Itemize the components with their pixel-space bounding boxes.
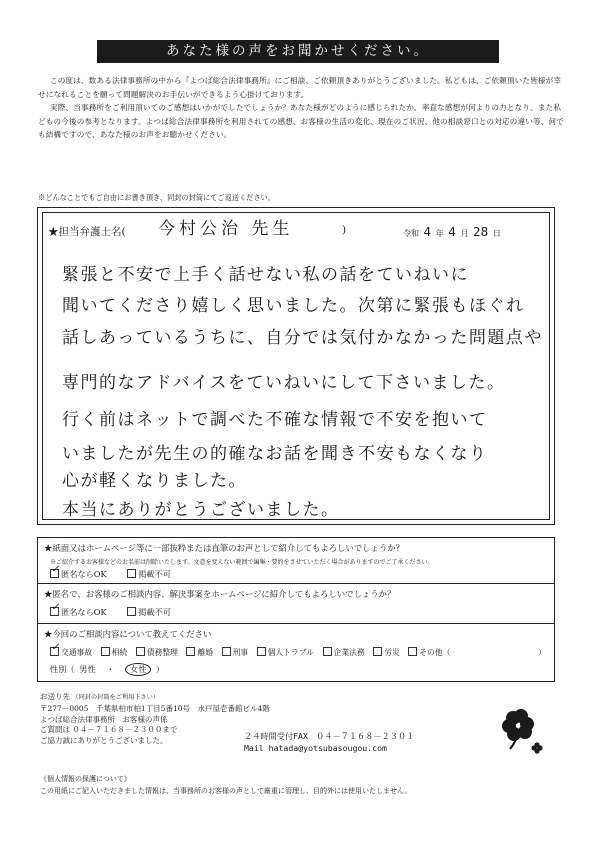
letter-line: 本当にありがとうございました。 bbox=[62, 500, 340, 520]
privacy-notice bbox=[40, 773, 411, 797]
option-personal-trouble[interactable]: 個人トラブル bbox=[257, 648, 314, 657]
option-not-allowed[interactable]: 掲載不可 bbox=[127, 569, 171, 579]
letter-line: 聞いてくださり嬉しく思いました。次第に緊張もほぐれ bbox=[62, 296, 525, 316]
option-other-close: ） bbox=[538, 648, 546, 657]
instruction-note: ※どんなことでもご自由にお書き頂き、同封の封筒にてご返送ください。 bbox=[38, 193, 275, 202]
gender-close: ） bbox=[156, 664, 165, 674]
intro-paragraph-2: 実際、当事務所をご利用頂いてのご感想はいかがでしたでしょうか？あなた様がどのように感じられたか、率直な感想が何よりの力となり、また私どもの今後の参考となります。よつば総合法律事務所を利用されての感想、お客様の生活の変化、現在のご状況、他の相談窓口との対応の違い等、何でも結構ですので、あなた様のお声をお聴かせください。 bbox=[38, 103, 564, 140]
option-corporate[interactable]: 企業法務 bbox=[323, 648, 365, 657]
question-case-text: ★匿名で、お客様のご相談内容、解決事案をホームページに紹介してもよろしいでしょうか？ bbox=[44, 589, 396, 599]
address-title-note: （同封の封筒をご利用下さい） bbox=[72, 694, 160, 701]
checkbox-icon[interactable] bbox=[373, 647, 382, 656]
option-anonymous-ok[interactable]: ✓匿名ならOK bbox=[50, 607, 107, 617]
option-anonymous-ok[interactable]: ✓匿名ならOK bbox=[50, 569, 107, 579]
letter-line: 緊張と不安で上手く話せない私の話をていねいに bbox=[62, 265, 469, 285]
checkbox-icon[interactable] bbox=[127, 607, 136, 616]
checkbox-icon[interactable] bbox=[408, 647, 417, 656]
address-line: 〒277－0005 千葉県柏市柏1丁目5番10号 水戸屋壱番館ビル4階 bbox=[40, 703, 270, 713]
date-day-label: 日 bbox=[492, 229, 501, 238]
option-debt[interactable]: 債務整理 bbox=[136, 648, 178, 657]
address-phone: ご質問は ０４－７１６８－２３００まで bbox=[40, 725, 178, 735]
date-day: 28 bbox=[473, 225, 489, 239]
intro-paragraph-1: この度は、数ある法律事務所の中から『よつば総合法律事務所』にご相談、ご依頼頂きありがとうございました。私どもは、ご依頼頂いた皆様が幸せになれることを願って問題解決のお手伝いができるよう心掛けております。 bbox=[38, 76, 562, 99]
mailing-address bbox=[40, 692, 270, 747]
date-era: 令和 bbox=[403, 229, 419, 238]
gender-label: 性別（ bbox=[50, 664, 75, 674]
date-month: 4 bbox=[448, 225, 456, 239]
checkbox-icon[interactable] bbox=[323, 647, 332, 656]
privacy-title: 《個人情報の保護について》 bbox=[40, 775, 131, 783]
question-publish-options bbox=[50, 569, 554, 580]
date-year-label: 年 bbox=[435, 229, 444, 238]
question-category-text: ★今回のご相談内容について教えてください bbox=[44, 629, 212, 639]
letter-line: 専門的なアドバイスをていねいにして下さいました。 bbox=[62, 373, 506, 393]
option-other[interactable]: その他（ bbox=[408, 648, 450, 657]
question-publish-note: ※ご紹介するお客様などのお名前は削除いたします。文意を変えない範囲で編集・要約をさせていただく場合がありますのでご了承ください。 bbox=[50, 559, 434, 566]
page-title: あなた様の声をお聞かせください。 bbox=[97, 40, 499, 63]
letter-line: いましたが先生の的確なお話を聞き不安もなくなり bbox=[62, 444, 488, 464]
question-case-box bbox=[37, 583, 555, 624]
option-inheritance[interactable]: 相続 bbox=[101, 648, 128, 657]
letter-line: 話しあっているうちに、自分では気付かなかった問題点や bbox=[62, 328, 543, 348]
lawyer-label: ★担当弁護士名( bbox=[48, 226, 126, 238]
question-category-options bbox=[50, 647, 554, 658]
date-month-label: 月 bbox=[460, 229, 469, 238]
checkbox-icon[interactable] bbox=[222, 647, 231, 656]
option-divorce[interactable]: 離婚 bbox=[186, 648, 213, 657]
letter-line: 行く前はネットで調べた不確な情報で不安を抱いて bbox=[62, 410, 488, 430]
option-traffic-accident[interactable]: ✓交通事故 bbox=[50, 648, 92, 657]
checkbox-icon[interactable] bbox=[127, 569, 136, 578]
option-not-allowed[interactable]: 掲載不可 bbox=[127, 607, 171, 617]
lawyer-name: 今村公治 先生 bbox=[158, 219, 294, 239]
checkbox-icon[interactable] bbox=[186, 647, 195, 656]
clover-icon bbox=[495, 705, 545, 755]
checkbox-checked-icon[interactable] bbox=[50, 569, 59, 578]
gender-female-circled[interactable]: 女性 bbox=[125, 663, 151, 676]
address-thanks: ご協力誠にありがとうございました。 bbox=[40, 736, 168, 746]
option-workplace-injury[interactable]: 労災 bbox=[373, 648, 400, 657]
lawyer-paren-close: ) bbox=[342, 224, 347, 236]
address-office: よつば総合法律事務所 お客様の声係 bbox=[40, 714, 168, 724]
question-publish-text: ★紙面又はホームページ等に一部抜粋または直筆のお声として紹介してもよろしいでしょうか？ bbox=[44, 543, 404, 553]
gender-field bbox=[50, 663, 554, 676]
checkbox-icon[interactable] bbox=[136, 647, 145, 656]
gender-male[interactable]: 男性 bbox=[79, 664, 96, 674]
question-case-options bbox=[50, 607, 554, 618]
contact-fax-mail bbox=[244, 730, 414, 754]
email-address[interactable]: Mail hatada@yotsubasougou.com bbox=[244, 743, 387, 753]
checkbox-icon[interactable] bbox=[101, 647, 110, 656]
letter-line: 心が軽くなりました。 bbox=[62, 471, 247, 491]
option-criminal[interactable]: 刑事 bbox=[222, 648, 249, 657]
fax-number: ２４時間受付FAX ０４－７１６８－２３０１ bbox=[244, 731, 415, 741]
intro-text bbox=[38, 74, 564, 142]
question-category-box bbox=[37, 623, 555, 682]
gender-separator: ・ bbox=[106, 664, 115, 674]
checkbox-checked-icon[interactable] bbox=[50, 607, 59, 616]
address-title: お送り先 bbox=[40, 692, 70, 701]
checkbox-checked-icon[interactable] bbox=[50, 647, 59, 656]
date-field bbox=[403, 225, 503, 239]
checkbox-icon[interactable] bbox=[257, 647, 266, 656]
privacy-text: この用紙にご記入いただきました情報は、当事務所のお客様の声として厳重に管理し、目的外には使用いたしません。 bbox=[40, 787, 412, 795]
date-year: 4 bbox=[423, 225, 432, 239]
question-publish-box bbox=[37, 537, 555, 584]
